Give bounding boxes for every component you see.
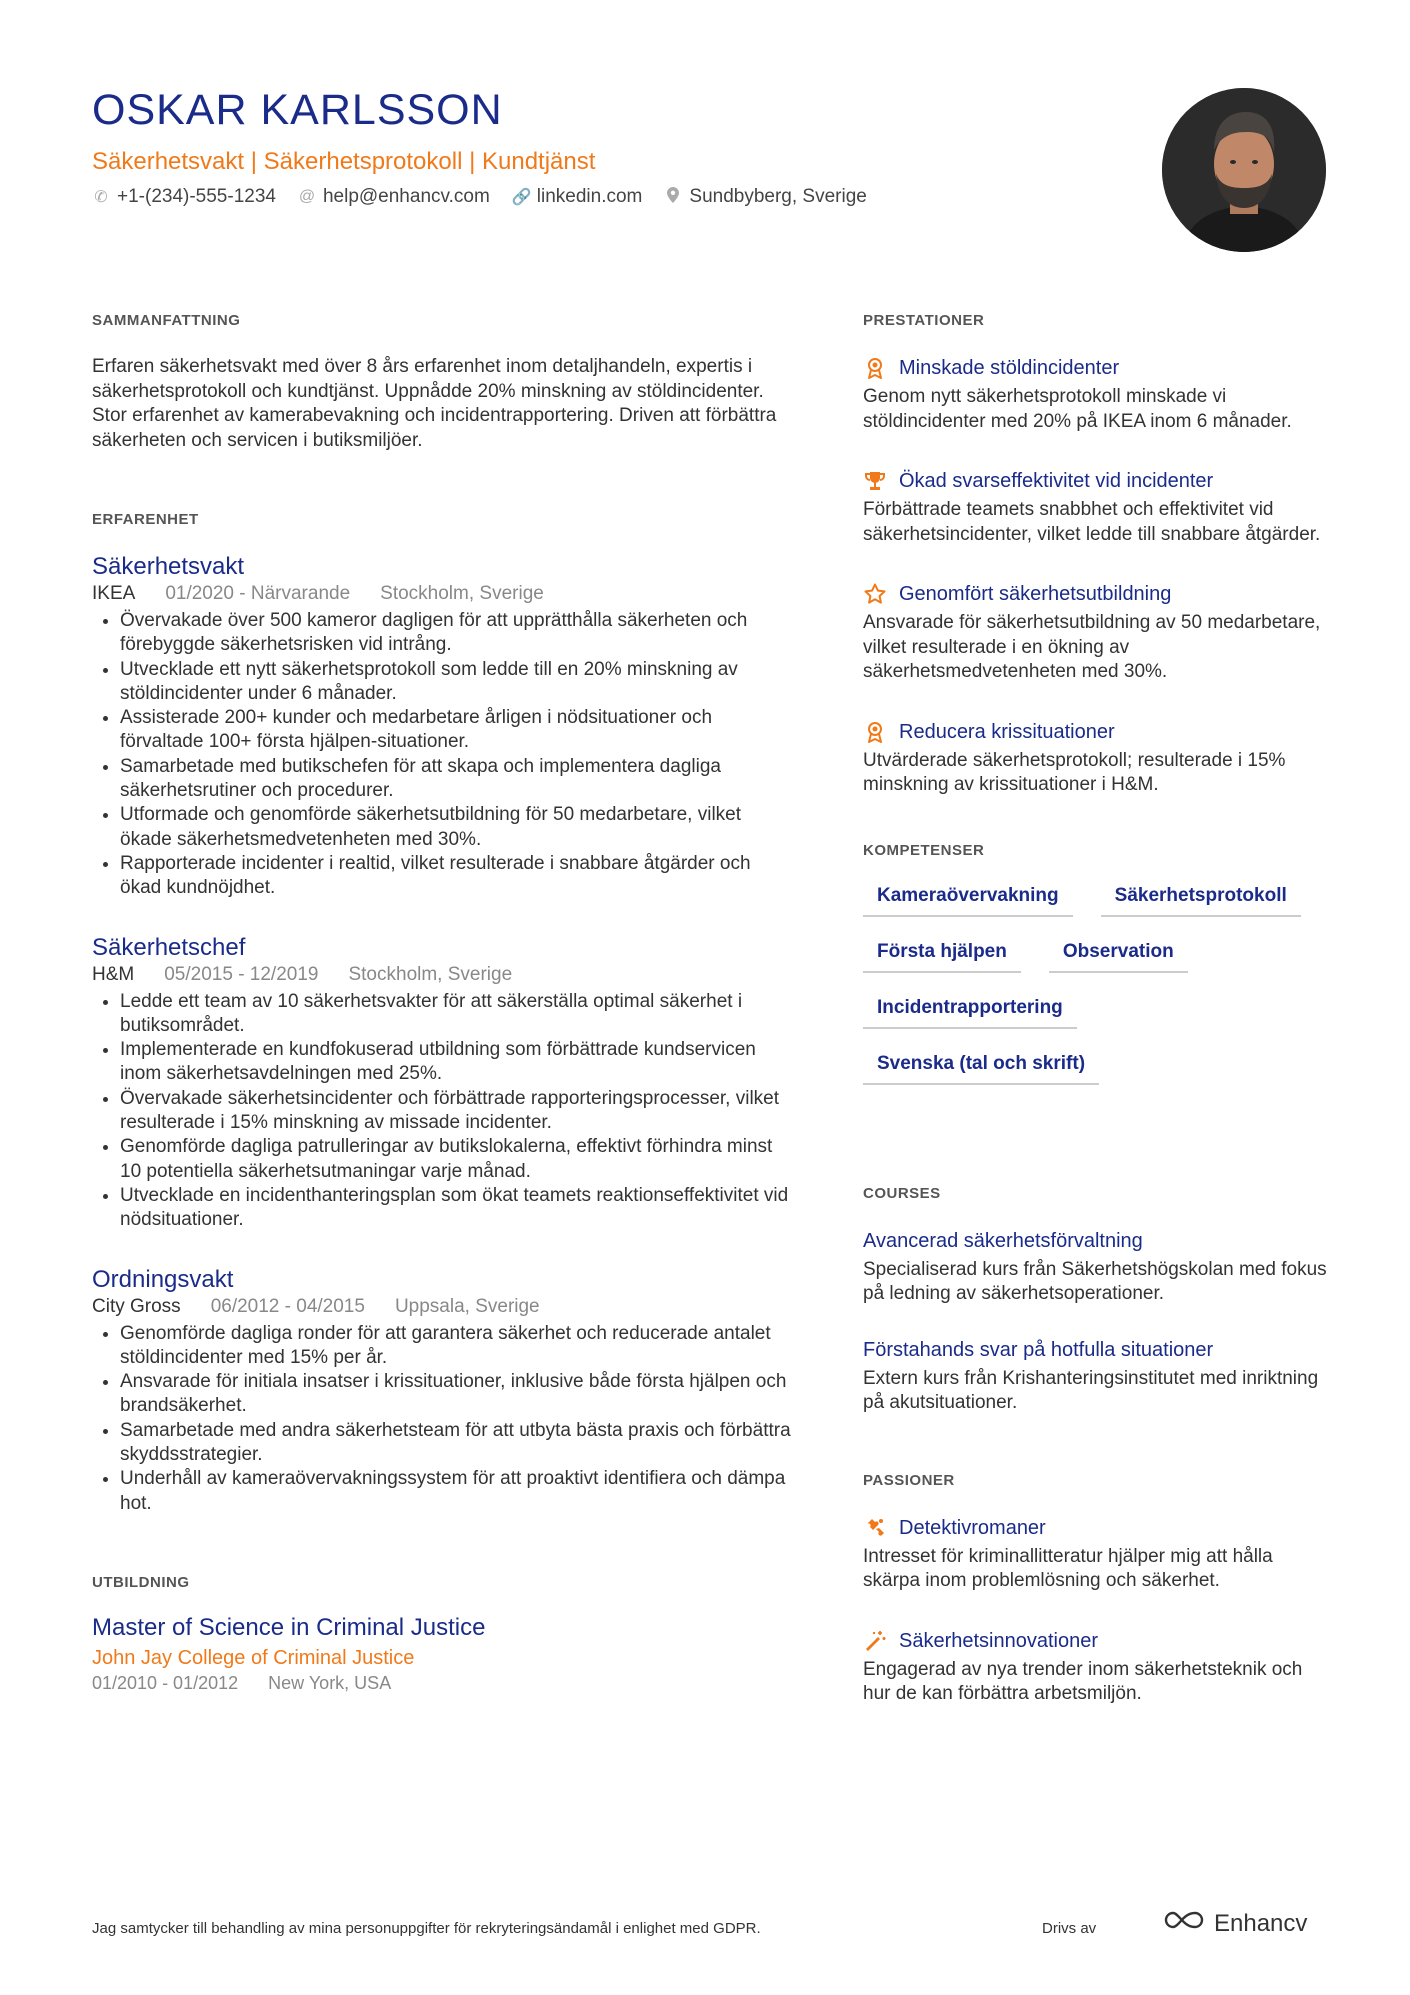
section-title: ERFARENHET bbox=[92, 511, 199, 528]
job-dates: 01/2020 - Närvarande bbox=[165, 583, 351, 604]
job-dates: 06/2012 - 04/2015 bbox=[210, 1295, 365, 1317]
trophy-icon bbox=[863, 469, 887, 493]
passion-desc: Engagerad av nya trender inom säkerhetsteknik och hur de kan förbättra arbetsmiljön. bbox=[863, 1658, 1303, 1704]
left-column bbox=[92, 312, 792, 1695]
achievement-item bbox=[863, 581, 1333, 685]
job-entry bbox=[92, 552, 792, 901]
list-item: • Genomförde dagliga patrulleringar av butikslokalerna, effektivt förhindra minst 10 potentiella säkerhetsutmaningar varje månad. bbox=[120, 1135, 792, 1184]
skill-tag: Första hjälpen bbox=[863, 935, 1021, 973]
passion-title: Detektivromaner bbox=[899, 1516, 1046, 1539]
contact-bar bbox=[92, 186, 867, 208]
job-bullets bbox=[92, 609, 792, 901]
driven-by-label: Drivs av bbox=[1042, 1920, 1097, 1937]
achievement-item bbox=[863, 355, 1333, 434]
puzzle-icon bbox=[863, 1516, 887, 1540]
skill-tag: Svenska (tal och skrift) bbox=[863, 1047, 1099, 1085]
phone-icon: ✆ bbox=[94, 189, 108, 206]
passion-header bbox=[863, 1628, 1333, 1654]
section-title: COURSES bbox=[863, 1184, 941, 1202]
list-item: • Utvecklade ett nytt säkerhetsprotokoll som ledde till en 20% minskning av stöldincidenter under 6 månader. bbox=[120, 658, 792, 707]
achievement-item bbox=[863, 719, 1333, 798]
achievement-title: Genomfört säkerhetsutbildning bbox=[899, 583, 1172, 605]
skill-tag: Observation bbox=[1049, 935, 1188, 973]
profile-photo bbox=[1162, 88, 1326, 252]
list-item: • Underhåll av kameraövervakningssystem för att proaktivt identifiera och dämpa hot. bbox=[120, 1467, 792, 1516]
list-item: • Övervakade över 500 kameror dagligen för att upprätthålla säkerheten och förebyggde säkerhetsrisken vid intrång. bbox=[120, 609, 792, 658]
section-title: SAMMANFATTNING bbox=[92, 312, 241, 329]
contact-email[interactable] bbox=[298, 186, 490, 208]
location-icon bbox=[664, 187, 682, 208]
job-company: H&M bbox=[92, 963, 135, 985]
job-company: IKEA bbox=[92, 583, 136, 604]
award-icon bbox=[863, 356, 887, 380]
right-column bbox=[863, 312, 1333, 1741]
skill-tag: Kameraövervakning bbox=[863, 879, 1073, 917]
contact-email-text[interactable]: help@enhancv.com bbox=[322, 186, 490, 207]
course-item bbox=[863, 1228, 1333, 1307]
job-meta bbox=[92, 582, 792, 606]
star-icon bbox=[863, 582, 887, 606]
achievement-item bbox=[863, 468, 1333, 547]
contact-linkedin-text[interactable]: linkedin.com bbox=[536, 186, 643, 207]
achievement-desc: Ansvarade för säkerhetsutbildning av 50 medarbetare, vilket resulterade i en ökning av säkerhetsmedvetenheten med 30%. bbox=[863, 612, 1321, 682]
courses-section bbox=[863, 1185, 1333, 1416]
skills-list bbox=[863, 879, 1333, 1103]
skills-section bbox=[863, 842, 1333, 1103]
achievement-header bbox=[863, 719, 1333, 745]
skill-tag: Incidentrapportering bbox=[863, 991, 1077, 1029]
list-item: • Implementerade en kundfokuserad utbildning som förbättrade kundservicen inom säkerhetsavdelningen med 25%. bbox=[120, 1038, 792, 1087]
achievement-desc: Förbättrade teamets snabbhet och effektivitet vid säkerhetsincidenter, vilket ledde till snabbare åtgärder. bbox=[863, 499, 1321, 545]
job-company: City Gross bbox=[92, 1295, 181, 1317]
job-location: Uppsala, Sverige bbox=[394, 1295, 540, 1317]
headline: Säkerhetsvakt | Säkerhetsprotokoll | Kundtjänst bbox=[92, 148, 596, 175]
summary-section bbox=[92, 312, 792, 453]
gdpr-consent: Jag samtycker till behandling av mina personuppgifter för rekryteringsändamål i enlighet med GDPR. bbox=[92, 1920, 761, 1937]
job-meta bbox=[92, 963, 792, 987]
job-title: Säkerhetsvakt bbox=[92, 553, 245, 580]
course-item bbox=[863, 1337, 1333, 1416]
list-item: • Genomförde dagliga ronder för att garantera säkerhet och reducerade antalet stöldincidenter med 15% per år. bbox=[120, 1322, 792, 1371]
job-location: Stockholm, Sverige bbox=[348, 963, 513, 985]
brand-name: Enhancv bbox=[1214, 1909, 1308, 1937]
section-title: UTBILDNING bbox=[92, 1573, 190, 1591]
section-title: PRESTATIONER bbox=[863, 312, 985, 329]
passion-item bbox=[863, 1628, 1333, 1707]
list-item: • Samarbetade med butikschefen för att skapa och implementera dagliga säkerhetsrutiner och procedurer. bbox=[120, 755, 792, 804]
passion-desc: Intresset för kriminallitteratur hjälper mig att hålla skärpa inom problemlösning och säkerhet. bbox=[863, 1545, 1273, 1591]
brand-logo[interactable] bbox=[1162, 1909, 1307, 1938]
experience-section bbox=[92, 511, 792, 1516]
list-item: • Utvecklade en incidenthanteringsplan som ökat teamets reaktionseffektivitet vid nödsituationer. bbox=[120, 1184, 792, 1233]
achievement-desc: Genom nytt säkerhetsprotokoll minskade vi stöldincidenter med 20% på IKEA inom 6 månader. bbox=[863, 386, 1292, 432]
course-desc: Extern kurs från Krishanteringsinstitutet med inriktning på akutsituationer. bbox=[863, 1367, 1319, 1413]
list-item: • Ansvarade för initiala insatser i krissituationer, inklusive både första hjälpen och brandsäkerhet. bbox=[120, 1370, 792, 1419]
course-title: Förstahands svar på hotfulla situationer bbox=[863, 1338, 1214, 1361]
edu-dates: 01/2010 - 01/2012 bbox=[92, 1672, 239, 1693]
edu-school: John Jay College of Criminal Justice bbox=[92, 1646, 415, 1669]
achievement-desc: Utvärderade säkerhetsprotokoll; resulterade i 15% minskning av krissituationer i H&M. bbox=[863, 749, 1286, 795]
achievement-title: Ökad svarseffektivitet vid incidenter bbox=[899, 470, 1214, 492]
list-item: • Utformade och genomförde säkerhetsutbildning för 50 medarbetare, vilket ökade säkerhetsmedvetenheten med 30%. bbox=[120, 803, 792, 852]
job-entry bbox=[92, 933, 792, 1233]
edu-degree: Master of Science in Criminal Justice bbox=[92, 1613, 486, 1641]
infinity-icon bbox=[1162, 1909, 1206, 1938]
award-icon bbox=[863, 720, 887, 744]
link-icon: 🔗 bbox=[511, 189, 532, 206]
course-desc: Specialiserad kurs från Säkerhetshögskolan med fokus på ledning av säkerhetsoperationer. bbox=[863, 1258, 1327, 1304]
edu-meta bbox=[92, 1671, 792, 1695]
skill-tag: Säkerhetsprotokoll bbox=[1101, 879, 1301, 917]
job-bullets bbox=[92, 990, 792, 1233]
contact-location-text: Sundbyberg, Sverige bbox=[689, 186, 867, 207]
job-location: Stockholm, Sverige bbox=[380, 583, 544, 604]
achievement-header bbox=[863, 468, 1333, 494]
course-title: Avancerad säkerhetsförvaltning bbox=[863, 1229, 1143, 1252]
job-dates: 05/2015 - 12/2019 bbox=[164, 963, 319, 985]
achievement-title: Minskade stöldincidenter bbox=[899, 357, 1120, 379]
achievement-header bbox=[863, 581, 1333, 607]
list-item: • Assisterade 200+ kunder och medarbetare årligen i nödsituationer och förvaltade 100+ första hjälpen-situationer. bbox=[120, 706, 792, 755]
job-title: Säkerhetschef bbox=[92, 933, 246, 961]
magic-wand-icon bbox=[863, 1629, 887, 1653]
passion-header bbox=[863, 1515, 1333, 1541]
passion-item bbox=[863, 1515, 1333, 1594]
section-title: PASSIONER bbox=[863, 1471, 955, 1489]
list-item: • Ledde ett team av 10 säkerhetsvakter för att säkerställa optimal säkerhet i butiksområdet. bbox=[120, 990, 792, 1039]
candidate-name: OSKAR KARLSSON bbox=[92, 86, 503, 134]
job-bullets bbox=[92, 1322, 792, 1516]
contact-phone bbox=[92, 186, 276, 208]
summary-text: Erfaren säkerhetsvakt med över 8 års erfarenhet inom detaljhandeln, expertis i säkerhetsprotokoll och kundtjänst. Uppnådde 20% minskning av stöldincidenter. Stor erfarenhet av kamerabevakning och incidentrapportering. Driven att förbättra säkerheten och servicen i butiksmiljöer. bbox=[92, 356, 777, 451]
passion-title: Säkerhetsinnovationer bbox=[899, 1629, 1099, 1652]
contact-location bbox=[664, 186, 866, 208]
achievement-title: Reducera krissituationer bbox=[899, 720, 1115, 743]
job-entry bbox=[92, 1265, 792, 1516]
list-item: • Rapporterade incidenter i realtid, vilket resulterade i snabbare åtgärder och ökad kundnöjdhet. bbox=[120, 852, 792, 901]
job-title: Ordningsvakt bbox=[92, 1265, 234, 1293]
list-item: • Samarbetade med andra säkerhetsteam för att utbyta bästa praxis och förbättra skyddsstrategier. bbox=[120, 1419, 792, 1468]
at-icon: @ bbox=[298, 188, 316, 205]
contact-phone-text: +1-(234)-555-1234 bbox=[117, 186, 276, 207]
contact-linkedin[interactable] bbox=[512, 186, 643, 208]
section-title: KOMPETENSER bbox=[863, 841, 985, 859]
job-meta bbox=[92, 1295, 792, 1319]
education-section bbox=[92, 1574, 792, 1695]
list-item: • Övervakade säkerhetsincidenter och förbättrade rapporteringsprocesser, vilket resulterade i 15% minskning av missade incidenter. bbox=[120, 1087, 792, 1136]
edu-location: New York, USA bbox=[268, 1672, 392, 1693]
passions-section bbox=[863, 1472, 1333, 1707]
achievements-section bbox=[863, 312, 1333, 798]
achievement-header bbox=[863, 355, 1333, 381]
